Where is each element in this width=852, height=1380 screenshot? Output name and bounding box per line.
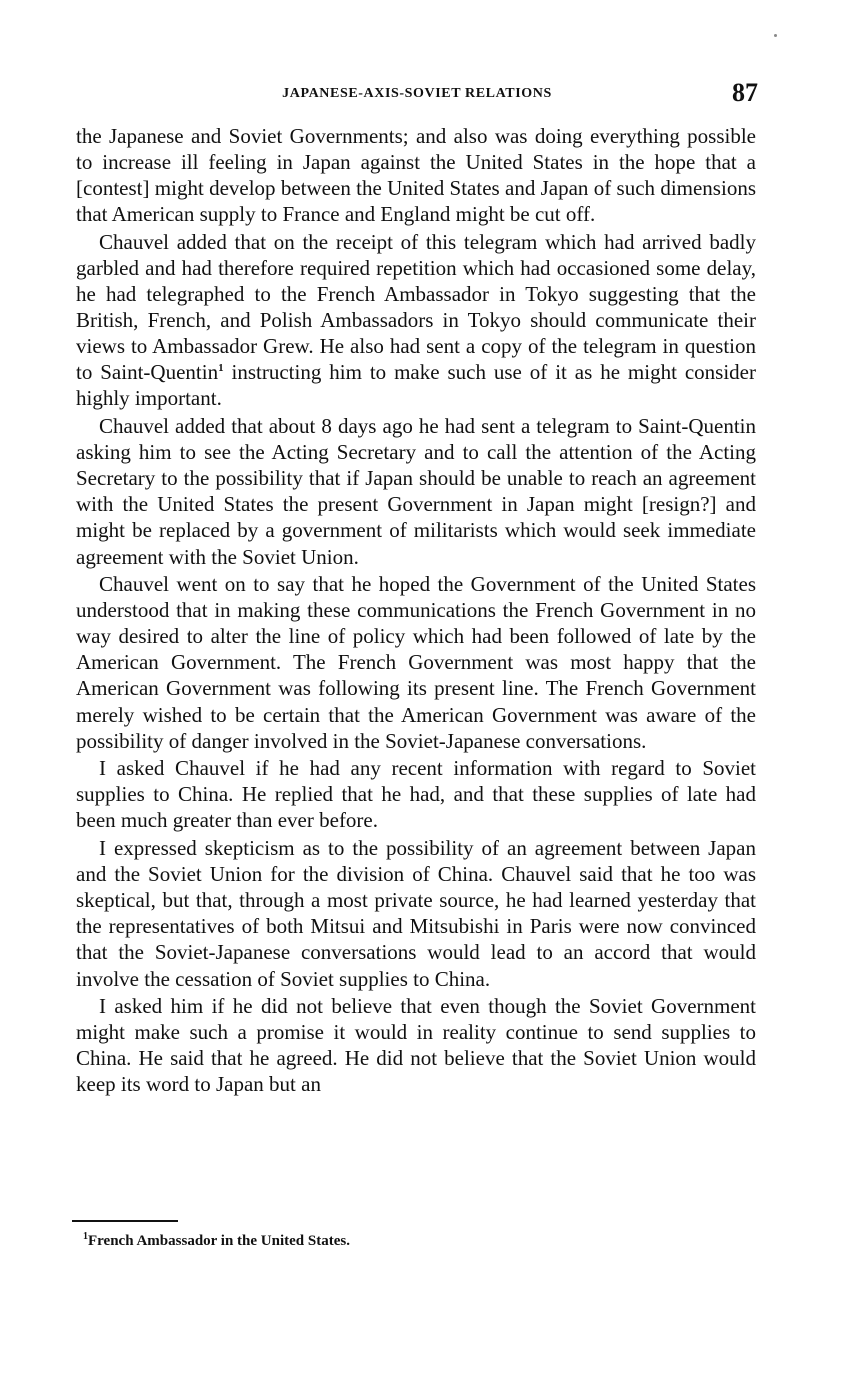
- paragraph-2-continued: He also had sent a copy of the telegram in question to Saint-Quentin: [76, 334, 756, 385]
- paragraph-1: the Japanese and Soviet Governments; and also was doing everything possible to increase ill feeling in Japan against the United States in the hope that a [contest] might develop between the United States and Japan of such dimensions that American supply to France and England might be cut off.: [76, 124, 756, 227]
- paragraph-4: Chauvel went on to say that he hoped the Government of the United States understood that in making these communications the French Government in no way desired to alter the line of policy which had been followed of late by the American Government. The French Government was most happy that the American Government was following its present line. The French Government merely wished to be certain that the American Government was aware of the possibility of danger involved in the Soviet-Japanese conversations.: [76, 572, 756, 753]
- paragraph-2-text: Chauvel added that on the receipt of this telegram which had arrived badly garbled and had therefore required repetition which had occasioned some delay, he had telegraphed to the French Ambassador in Tokyo suggesting that the British, French, and Polish Ambassadors in Tokyo should communicate their views to Ambassador Grew.: [76, 229, 756, 359]
- footnote: [83, 1233, 350, 1250]
- footnote-marker: 1: [83, 1231, 88, 1242]
- paragraph-3: Chauvel added that about 8 days ago he had sent a telegram to Saint-Quentin asking him to see the Acting Secretary and to call the attention of the Acting Secretary to the possibility that if Japan should be unable to reach an agreement with the United States the present Government in Japan might [resign?] and might be replaced by a government of militarists which would seek immediate agreement with the Soviet Union.: [76, 414, 756, 569]
- scan-speck: [774, 34, 777, 37]
- footnote-divider: [72, 1220, 178, 1222]
- running-title: JAPANESE-AXIS-SOVIET RELATIONS: [282, 86, 552, 101]
- page-number: 87: [732, 78, 758, 107]
- paragraph-5: I asked Chauvel if he had any recent information with regard to Soviet supplies to China. He replied that he had, and that these supplies of late had been much greater than ever before.: [76, 756, 756, 833]
- body-text: [76, 123, 756, 1099]
- paragraph-2: [76, 229, 756, 412]
- paragraph-6: I expressed skepticism as to the possibility of an agreement between Japan and the Soviet Union for the division of China. Chauvel said that he too was skeptical, but that, through a most private source, he had learned yesterday that the representatives of both Mitsui and Mitsubishi in Paris were now convinced that the Soviet-Japanese conversations would lead to an accord that would involve the cessation of Soviet supplies to China.: [76, 836, 756, 991]
- running-header: [76, 78, 758, 112]
- footnote-reference: 1: [218, 362, 224, 375]
- paragraph-7: I asked him if he did not believe that even though the Soviet Government might make such a promise it would in reality continue to send supplies to China. He said that he agreed. He did not believe that the Soviet Union would keep its word to Japan but an: [76, 994, 756, 1097]
- paragraph-2-end: instructing him to make such use of it as he might consider highly important.: [76, 360, 756, 411]
- footnote-text: French Ambassador in the United States.: [88, 1233, 350, 1249]
